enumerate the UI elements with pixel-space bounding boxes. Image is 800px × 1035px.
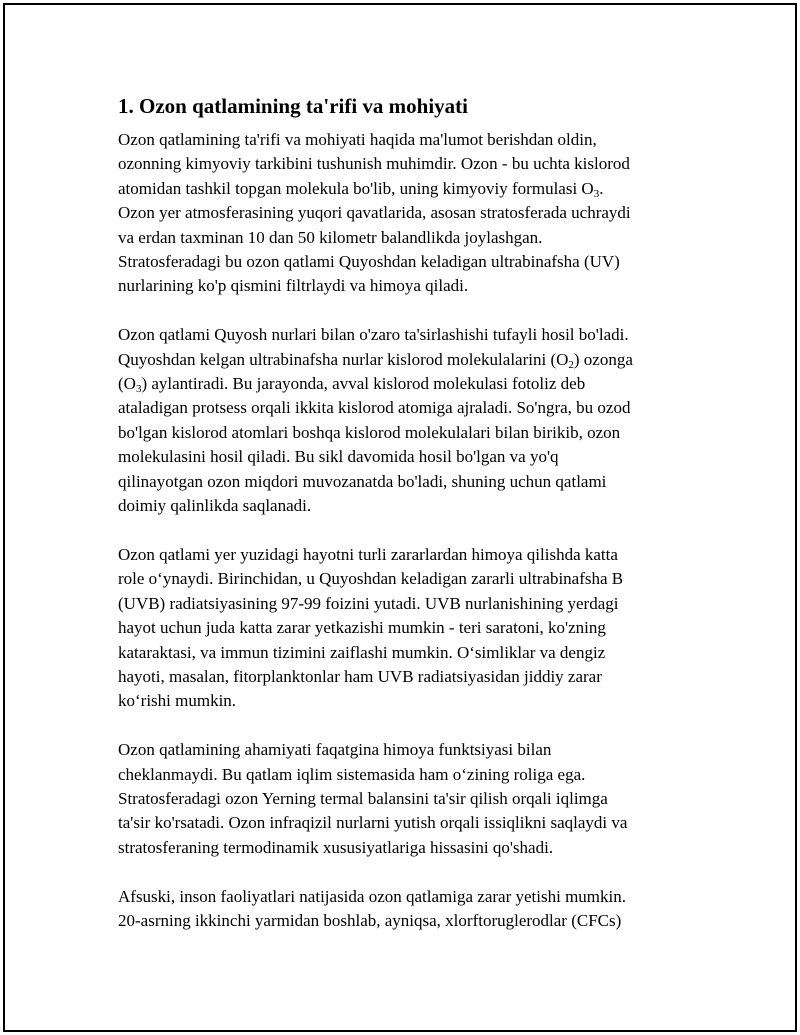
text-line: kataraktasi, va immun tizimini zaiflashi mumkin. O‘simliklar va dengiz <box>118 642 606 662</box>
paragraph <box>118 738 678 860</box>
paragraph-container <box>118 128 678 933</box>
paragraph <box>118 128 678 299</box>
text-line: Ozon yer atmosferasining yuqori qavatlarida, asosan stratosferada uchraydi <box>118 203 631 223</box>
text-line: molekulasini hosil qiladi. Bu sikl davomida hosil bo'lgan va yo'q <box>118 447 559 467</box>
text-line: hayot uchun juda katta zarar yetkazishi mumkin - teri saratoni, ko'zning <box>118 618 606 638</box>
text-line: Ozon qatlamining ahamiyati faqatgina himoya funktsiyasi bilan <box>118 740 552 760</box>
text-line: ataladigan protsess orqali ikkita kislorod atomiga ajraladi. So'ngra, bu ozod <box>118 398 631 418</box>
text-line: Ozon qatlami yer yuzidagi hayotni turli zararlardan himoya qilishda katta <box>118 544 618 564</box>
text-line: Stratosferadagi bu ozon qatlami Quyoshdan keladigan ultrabinafsha (UV) <box>118 252 620 272</box>
text-line: role o‘ynaydi. Birinchidan, u Quyoshdan keladigan zararli ultrabinafsha B <box>118 569 624 589</box>
text-line: atomidan tashkil topgan molekula bo'lib, uning kimyoviy formulasi $O_3$. <box>118 178 604 200</box>
text-line: hayoti, masalan, fitorplanktonlar ham UVB radiatsiyasidan jiddiy zarar <box>118 666 602 686</box>
text-line: nurlarining ko'p qismini filtrlaydi va himoya qiladi. <box>118 276 469 296</box>
text-line: Afsuski, inson faoliyatlari natijasida ozon qatlamiga zarar yetishi mumkin. <box>118 886 626 906</box>
section-heading: 1. Ozon qatlamining ta'rifi va mohiyati <box>118 94 469 118</box>
text-line: stratosferaning termodinamik xususiyatlariga hissasini qo'shadi. <box>118 837 554 857</box>
text-line: $(O_3)$ aylantiradi. Bu jarayonda, avval kislorod molekulasi fotoliz deb <box>118 374 586 396</box>
text-line: qilinayotgan ozon miqdori muvozanatda bo'ladi, shuning uchun qatlami <box>118 471 607 491</box>
subscript: 3 <box>135 383 142 396</box>
text-line: doimiy qalinlikda saqlanadi. <box>118 496 312 516</box>
text-line: Ozon qatlamining ta'rifi va mohiyati haqida ma'lumot berishdan oldin, <box>118 130 597 149</box>
text-line: ta'sir ko'rsatadi. Ozon infraqizil nurlarni yutish orqali issiqlikni saqlaydi va <box>118 813 628 833</box>
paragraph <box>118 543 678 714</box>
text-line: bo'lgan kislorod atomlari boshqa kislorod molekulalari bilan birikib, ozon <box>118 422 621 442</box>
text-line: Quyoshdan kelgan ultrabinafsha nurlar kislorod molekulalarini $(O_2)$ ozonga <box>118 349 633 371</box>
text-line: Ozon qatlami Quyosh nurlari bilan o'zaro ta'sirlashishi tufayli hosil bo'ladi. <box>118 325 629 345</box>
paragraph <box>118 885 678 934</box>
subscript: 2 <box>568 358 574 371</box>
text-line: 20-asrning ikkinchi yarmidan boshlab, ayniqsa, xlorftoruglerodlar (CFCs) <box>118 910 622 930</box>
text-line: Stratosferadagi ozon Yerning termal balansini ta'sir qilish orqali iqlimga <box>118 788 608 808</box>
text-line: ko‘rishi mumkin. <box>118 691 237 711</box>
text-line: cheklanmaydi. Bu qatlam iqlim sistemasida ham o‘zining roliga ega. <box>118 764 586 784</box>
text-line: va erdan taxminan 10 dan 50 kilometr balandlikda joylashgan. <box>118 227 543 247</box>
text-line: ozonning kimyoviy tarkibini tushunish muhimdir. Ozon - bu uchta kislorod <box>118 154 630 174</box>
document-body <box>118 92 678 958</box>
paragraph <box>118 323 678 518</box>
subscript: 3 <box>593 187 600 200</box>
text-line: (UVB) radiatsiyasining 97-99 foizini yutadi. UVB nurlanishining yerdagi <box>118 593 619 613</box>
